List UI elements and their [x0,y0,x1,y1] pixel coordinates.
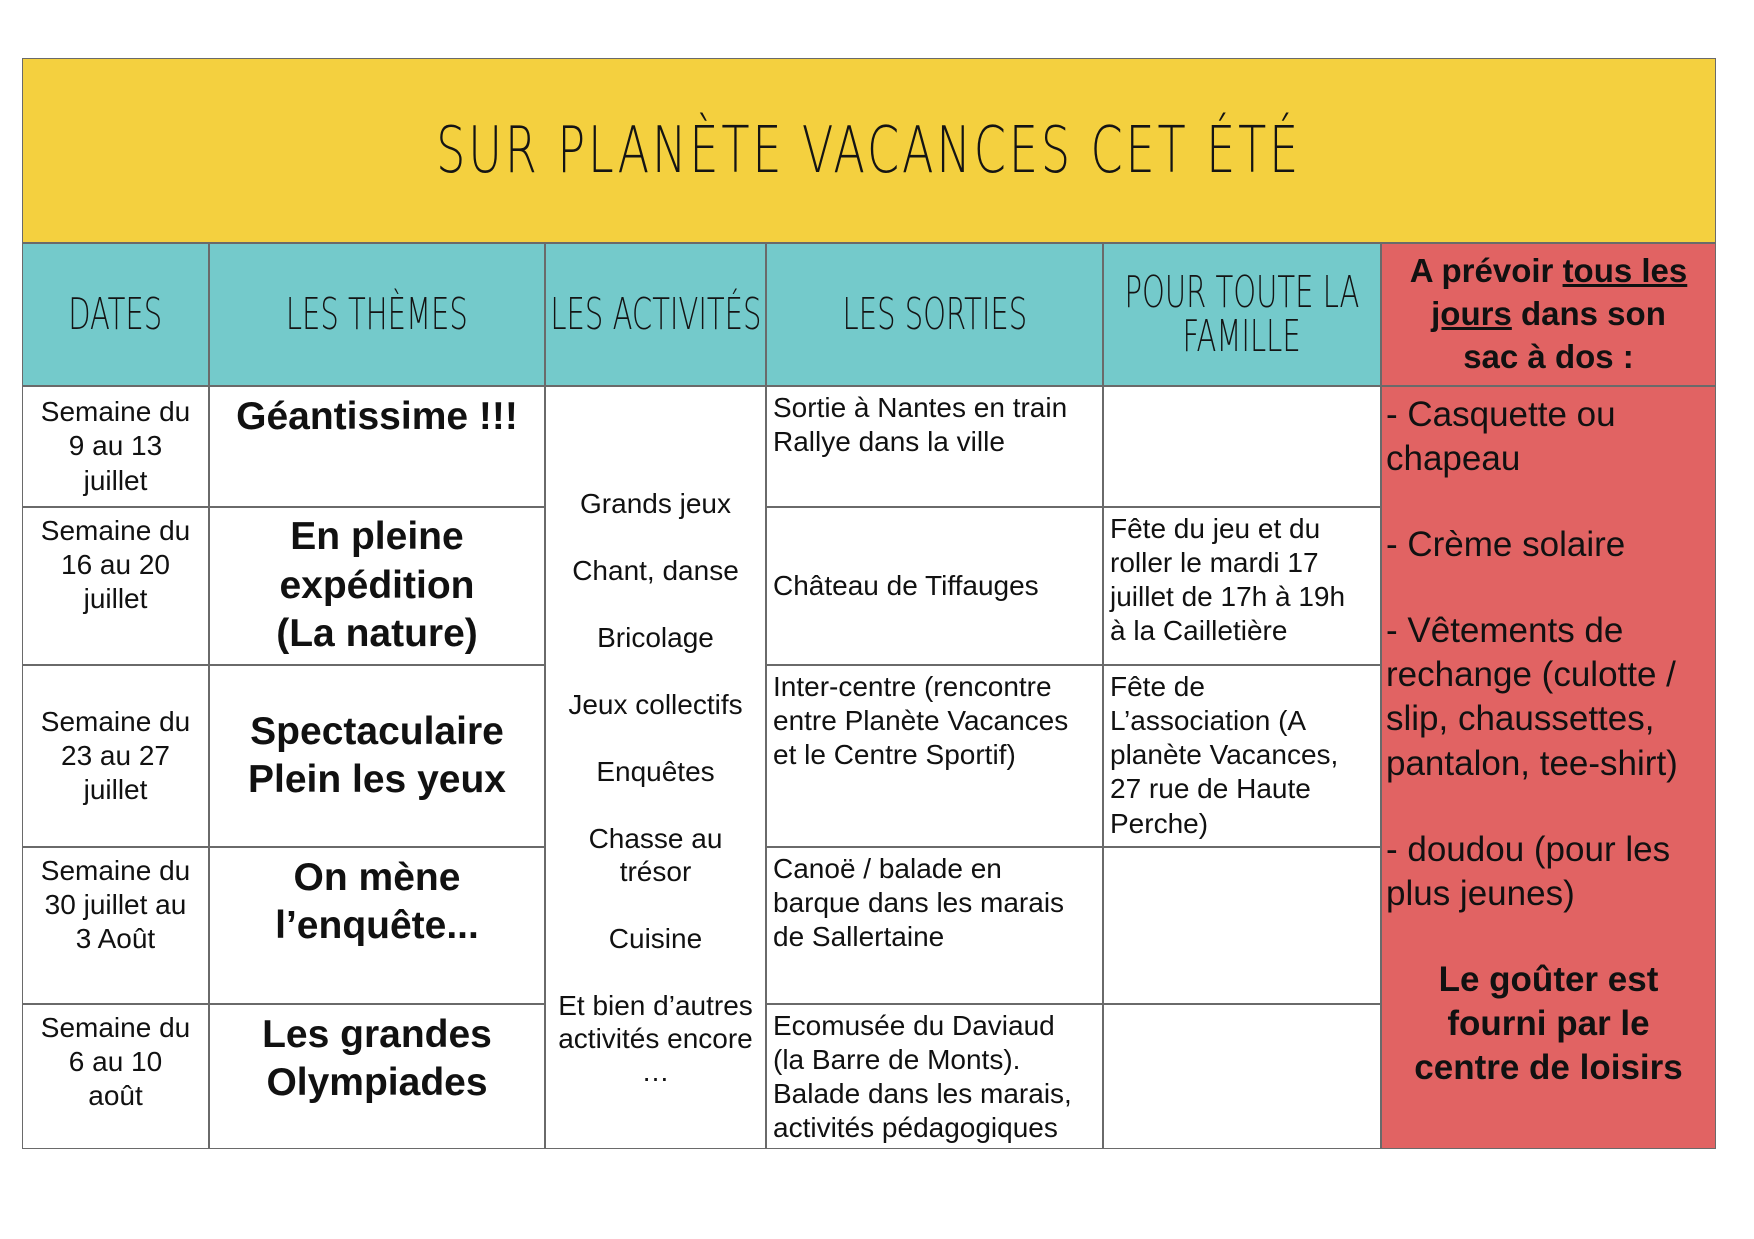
header-dates-label: DATES [68,288,163,340]
sortie-line: Rallye dans la ville [773,426,1005,458]
prevoir-text-c: sac à dos : [1463,337,1634,375]
famille-week-3 [1103,665,1381,847]
activite-line: trésor [619,856,692,888]
gouter-line: fourni par le [1447,1003,1650,1043]
activite-item: Jeux collectifs [568,688,743,720]
prevoir-text-a: A prévoir [1409,252,1563,290]
prevoir-line: - Vêtements de [1386,611,1624,651]
sortie-week-1 [766,386,1103,507]
sortie-week-2 [766,507,1103,665]
header-prevoir [1381,243,1716,386]
date-line: Semaine du [40,855,191,886]
famille-line: 27 rue de Haute [1110,773,1311,805]
theme-line: (La nature) [276,612,478,656]
prevoir-line: slip, chaussettes, [1386,699,1655,739]
theme-line: Olympiades [266,1061,488,1105]
prevoir-underlined-1: tous les [1562,252,1688,290]
date-week-3 [22,665,209,847]
activite-line: activités encore [558,1023,753,1055]
date-line: Semaine du [40,515,191,546]
theme-week-3 [209,665,545,847]
sortie-line: barque dans les marais [773,887,1065,919]
date-line: Semaine du [40,1012,191,1043]
theme-line: l’enquête... [275,904,479,948]
famille-line: juillet de 17h à 19h [1110,581,1346,613]
prevoir-line: plus jeunes) [1386,873,1575,913]
prevoir-line: - Casquette ou [1386,395,1616,434]
sortie-line: Ecomusée du Daviaud [773,1010,1055,1041]
theme-line: expédition [279,563,475,607]
header-famille-line1: POUR TOUTE LA [1124,266,1360,318]
header-famille [1103,243,1381,386]
date-line: 23 au 27 [61,739,170,771]
sortie-line: entre Planète Vacances [773,705,1069,737]
header-prevoir-text [1410,250,1688,379]
date-line: juillet [83,464,148,496]
sortie-line: Inter-centre (rencontre [773,671,1052,702]
sortie-line: (la Barre de Monts). [773,1044,1021,1076]
sortie-week-5 [766,1004,1103,1149]
theme-week-5 [209,1004,545,1149]
gouter-line: Le goûter est [1438,959,1659,999]
famille-line: roller le mardi 17 [1110,547,1319,579]
title-band [22,58,1716,243]
theme-week-2 [209,507,545,665]
sortie-line: activités pédagogiques [773,1112,1058,1144]
famille-line: Fête de [1110,671,1205,702]
date-line: juillet [83,583,148,615]
prevoir-item [1386,523,1711,567]
date-line: Semaine du [40,396,191,428]
activite-item: Enquêtes [596,755,715,787]
program-poster [22,58,1716,1149]
famille-line: Perche) [1110,807,1209,839]
date-line: août [88,1080,143,1112]
activites-list [545,386,766,1149]
prevoir-line: chapeau [1386,439,1521,479]
famille-line: planète Vacances, [1110,739,1339,771]
prevoir-item [1386,828,1711,916]
activite-line: Et bien d’autres [558,990,753,1022]
date-week-4 [22,847,209,1004]
activite-item-chasse [589,822,723,888]
header-themes [209,243,545,386]
theme-line: Spectaculaire [250,709,504,753]
header-activites [545,243,766,386]
gouter-note [1386,958,1711,1090]
prevoir-line: rechange (culotte / [1386,655,1676,695]
date-week-1 [22,386,209,507]
activite-line: … [641,1056,670,1088]
theme-week-1 [209,386,545,507]
prevoir-item [1386,393,1711,481]
sortie-line: de Sallertaine [773,921,945,953]
prevoir-line: pantalon, tee-shirt) [1386,743,1678,783]
sortie-line: et le Centre Sportif) [773,739,1016,771]
sortie-week-4 [766,847,1103,1004]
theme-line: Les grandes [262,1013,492,1056]
date-line: juillet [83,774,148,806]
sortie-week-3 [766,665,1103,847]
date-week-2 [22,507,209,665]
activite-item: Bricolage [597,621,714,653]
prevoir-line: - Crème solaire [1386,525,1626,565]
famille-line: à la Cailletière [1110,615,1288,647]
header-dates [22,243,209,386]
date-line: 6 au 10 [68,1046,163,1078]
activite-item-autres [558,989,753,1088]
famille-week-4 [1103,847,1381,1004]
famille-line: L’association (A [1110,705,1307,737]
header-sorties-label: LES SORTIES [842,288,1027,340]
theme-line: En pleine [290,515,464,559]
prevoir-text-b: dans son [1511,295,1666,333]
date-week-5 [22,1004,209,1149]
date-line: 16 au 20 [61,549,170,581]
theme-line: Plein les yeux [248,758,506,801]
header-sorties [766,243,1103,386]
gouter-line: centre de loisirs [1414,1048,1683,1088]
date-line: 3 Août [75,923,156,955]
page-title: SUR PLANÈTE VACANCES CET ÉTÉ [436,113,1302,188]
activite-item: Chant, danse [572,554,739,586]
famille-week-2 [1103,507,1381,665]
date-line: 9 au 13 [68,430,163,462]
header-themes-label: LES THÈMES [286,288,468,340]
theme-label: Géantissime !!! [236,395,518,438]
date-line: 30 juillet au [44,889,187,921]
activite-item: Grands jeux [580,487,731,519]
prevoir-list [1381,386,1716,1149]
sortie-line: Sortie à Nantes en train [773,392,1068,423]
famille-week-1 [1103,386,1381,507]
theme-week-4 [209,847,545,1004]
famille-line: Fête du jeu et du [1110,513,1321,544]
date-line: Semaine du [40,705,191,737]
famille-week-5 [1103,1004,1381,1149]
header-activites-label: LES ACTIVITÉS [549,288,762,340]
sortie-line: Balade dans les marais, [773,1078,1072,1110]
theme-line: On mène [293,856,461,899]
sortie-line: Canoë / balade en [773,853,1002,884]
prevoir-underlined-2: jours [1431,295,1512,333]
prevoir-line: - doudou (pour les [1386,829,1671,869]
header-famille-line2: FAMILLE [1182,310,1302,362]
activite-line: Chasse au [588,822,723,854]
sortie-line: Château de Tiffauges [773,569,1039,601]
prevoir-item [1386,609,1711,785]
activite-item: Cuisine [608,923,703,955]
